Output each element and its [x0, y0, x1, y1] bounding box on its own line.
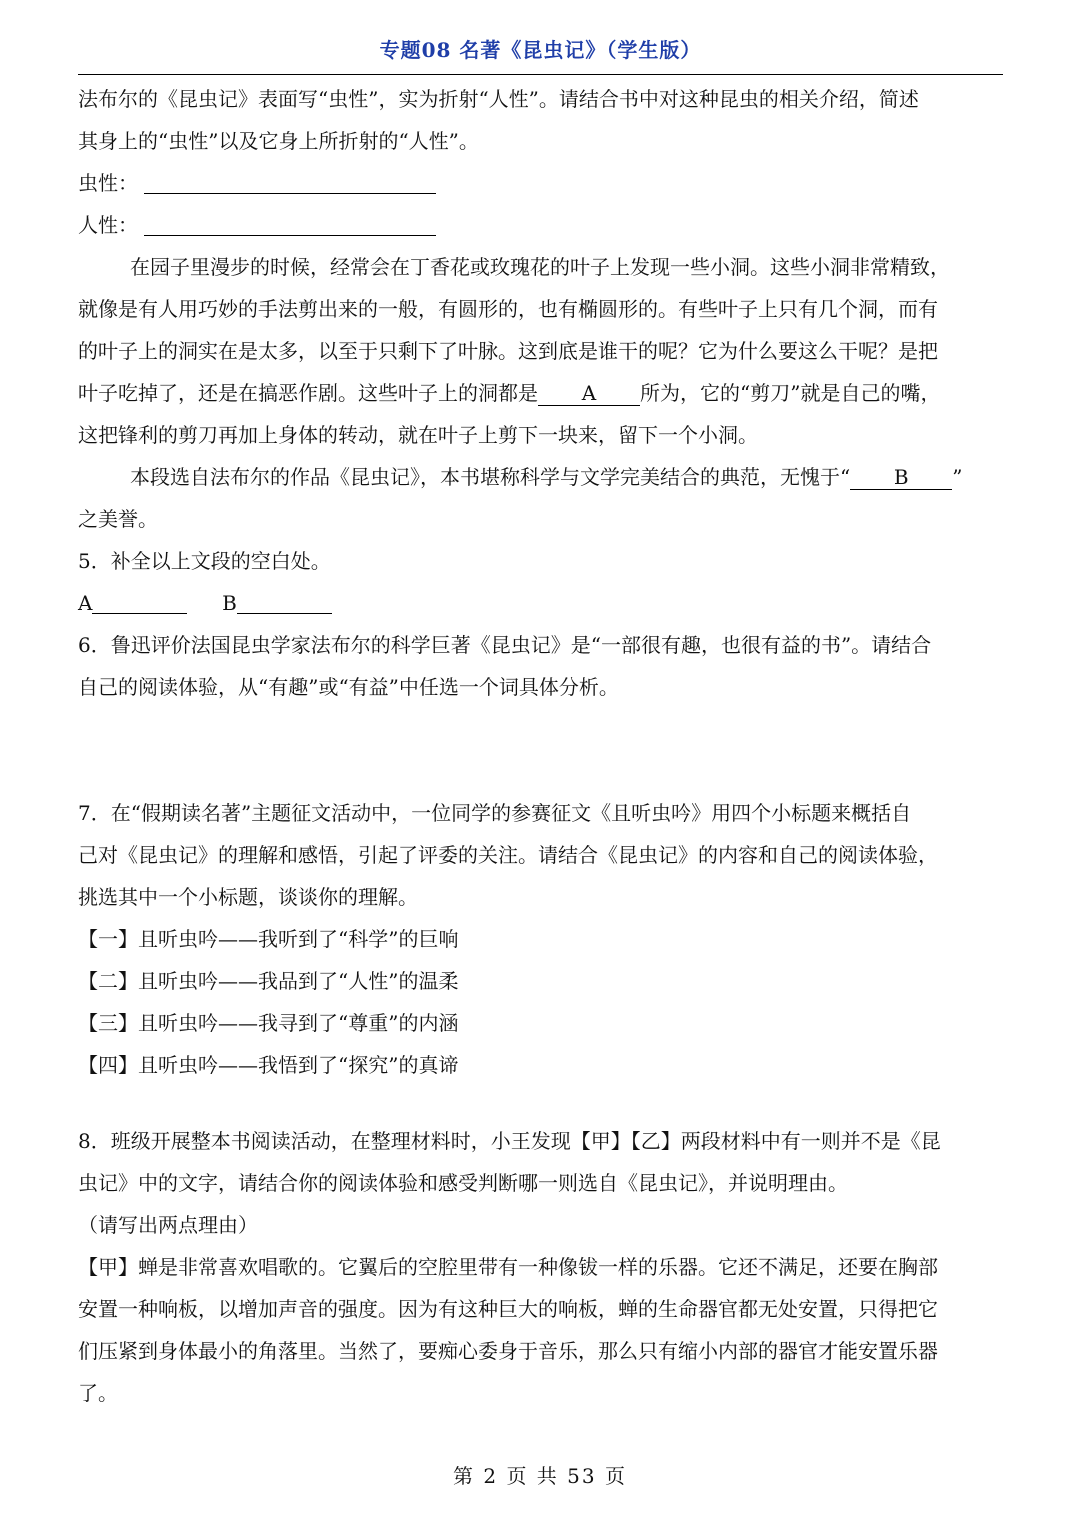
answer-b-label: B: [222, 591, 237, 615]
passage-source-quote-end: ”: [952, 465, 963, 489]
question-5-answers: [78, 582, 1003, 624]
question-8-line-1: 8．班级开展整本书阅读活动，在整理材料时，小王发现【甲】【乙】两段材料中有一则并不是《昆: [78, 1129, 941, 1153]
insect-nature-label: 虫性：: [78, 171, 138, 195]
question-5: 5．补全以上文段的空白处。: [78, 549, 331, 573]
passage-line-4-end: 所为，它的“剪刀”就是自己的嘴，: [640, 381, 941, 405]
answer-b-blank[interactable]: [237, 591, 332, 614]
answer-a-label: A: [78, 591, 93, 615]
page-header: [78, 30, 1003, 75]
human-nature-label: 人性：: [78, 213, 138, 237]
question-8-line-3: （请写出两点理由）: [78, 1213, 258, 1237]
answer-line-insect: [78, 162, 1003, 204]
passage-source-line-1: [78, 456, 1003, 498]
subtitle-item: 【二】且听虫吟——我品到了“人性”的温柔: [78, 969, 459, 993]
passage-line-4-start: 叶子吃掉了，还是在搞恶作剧。这些叶子上的洞都是: [78, 381, 538, 405]
answer-space-q7[interactable]: [78, 1086, 1003, 1120]
page-number: 第 2 页 共 53 页: [453, 1464, 627, 1488]
insect-nature-blank[interactable]: [144, 171, 436, 194]
document-body: [78, 78, 1003, 1414]
passage-line-4: [78, 372, 1003, 414]
q-intro-line-1: 法布尔的《昆虫记》表面写“虫性”，实为折射“人性”。请结合书中对这种昆虫的相关介绍，简述: [78, 87, 919, 111]
answer-a-blank[interactable]: [92, 591, 187, 614]
answer-space-q6[interactable]: [78, 708, 1003, 792]
passage-source-text: 本段选自法布尔的作品《昆虫记》，本书堪称科学与文学完美结合的典范，无愧于“: [130, 465, 851, 489]
passage-line-2: 就像是有人用巧妙的手法剪出来的一般，有圆形的，也有椭圆形的。有些叶子上只有几个洞，而有: [78, 297, 938, 321]
human-nature-blank[interactable]: [144, 213, 436, 236]
subtitle-item: 【三】且听虫吟——我寻到了“尊重”的内涵: [78, 1011, 459, 1035]
question-7-line-1: 7．在“假期读名著”主题征文活动中，一位同学的参赛征文《且听虫吟》用四个小标题来概括自: [78, 801, 912, 825]
document-title: 专题08 名著《昆虫记》（学生版）: [379, 38, 702, 62]
question-7-line-2: 己对《昆虫记》的理解和感悟，引起了评委的关注。请结合《昆虫记》的内容和自己的阅读体验，: [78, 843, 938, 867]
blank-b[interactable]: B: [850, 465, 952, 490]
passage-line-1: 在园子里漫步的时候，经常会在丁香花或玫瑰花的叶子上发现一些小洞。这些小洞非常精致，: [130, 255, 950, 279]
passage-source-line-2: 之美誉。: [78, 507, 158, 531]
subtitle-item: 【一】且听虫吟——我听到了“科学”的巨响: [78, 927, 459, 951]
subtitle-item: 【四】且听虫吟——我悟到了“探究”的真谛: [78, 1053, 459, 1077]
material-jia-line-3: 们压紧到身体最小的角落里。当然了，要痴心委身于音乐，那么只有缩小内部的器官才能安置乐器: [78, 1339, 938, 1363]
question-6-line-2: 自己的阅读体验，从“有趣”或“有益”中任选一个词具体分析。: [78, 675, 619, 699]
question-7-line-3: 挑选其中一个小标题，谈谈你的理解。: [78, 885, 418, 909]
question-8-line-2: 虫记》中的文字，请结合你的阅读体验和感受判断哪一则选自《昆虫记》，并说明理由。: [78, 1171, 848, 1195]
blank-a[interactable]: A: [538, 381, 640, 406]
passage-line-5: 这把锋利的剪刀再加上身体的转动，就在叶子上剪下一块来，留下一个小洞。: [78, 423, 758, 447]
q-intro-line-2: 其身上的“虫性”以及它身上所折射的“人性”。: [78, 129, 479, 153]
answer-line-human: [78, 204, 1003, 246]
question-6-line-1: 6．鲁迅评价法国昆虫学家法布尔的科学巨著《昆虫记》是“一部很有趣，也很有益的书”。请结合: [78, 633, 932, 657]
passage-line-3: 的叶子上的洞实在是太多，以至于只剩下了叶脉。这到底是谁干的呢？它为什么要这么干呢？是把: [78, 339, 938, 363]
material-jia-line-2: 安置一种响板，以增加声音的强度。因为有这种巨大的响板，蝉的生命器官都无处安置，只得把它: [78, 1297, 938, 1321]
material-jia-line-1: 【甲】蝉是非常喜欢唱歌的。它翼后的空腔里带有一种像钹一样的乐器。它还不满足，还要在胸部: [78, 1255, 938, 1279]
material-jia-line-4: 了。: [78, 1381, 118, 1405]
